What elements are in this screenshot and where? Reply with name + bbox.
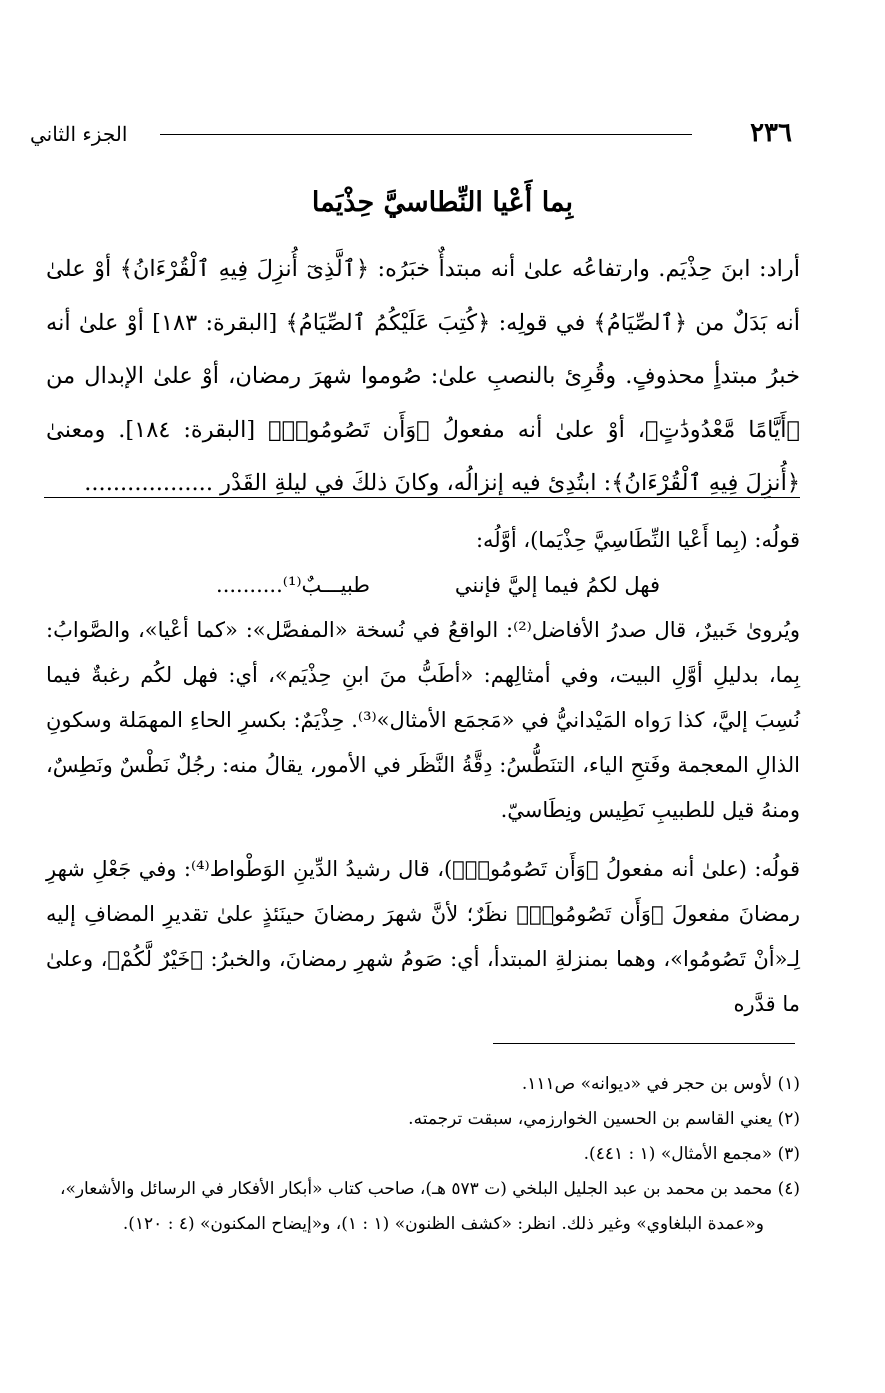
part-title: الجزء الثاني xyxy=(30,122,128,146)
page-header xyxy=(30,118,792,158)
footnote-rule xyxy=(493,1043,795,1044)
commentary-paragraph-2: ويُروىٰ خَبيرٌ، قال صدرُ الأفاضل⁽²⁾: الواقعُ في نُسخة «المفصَّل»: «كما أعْيا»، والصَّوابُ: بِما، بدليلِ أوَّلِ البيت، وفي أمثالِهم: «أطَبُّ منَ ابنِ حِذْيَم»، أي: فهل لكُم رغبةٌ فيما نُسِبَ إليَّ، كذا رَواه المَيْدانيُّ في «مَجمَع الأمثال»⁽³⁾. حِذْيَمٌ: بكسرِ الحاءِ المهمَلة وسكونِ الذالِ المعجمة وفَتحِ الياء، التنَطُّسُ: دِقَّةُ النَّظَر في الأمور، يقالُ منه: رجُلٌ نَطْسٌ ونَطِسٌ، ومنهُ قيل للطبيبِ نَطِيس ونِطَاسيّ. xyxy=(46,618,800,822)
footnote-4: (٤) محمد بن محمد بن عبد الجليل البلخي (ت ٥٧٣ هـ)، صاحب كتاب «أبكار الأفكار في الرسائل والأشعار»، xyxy=(59,1179,800,1199)
footnote-1: (١) لأوس بن حجر في «ديوانه» ص١١١. xyxy=(521,1074,800,1094)
main-text: أراد: ابنَ حِذْيَم. وارتفاعُه علىٰ أنه مبتدأٌ خبَرُه: ﴿ٱلَّذِىٓ أُنزِلَ فِيهِ ٱلْقُرْءَانُ﴾ أوْ علىٰ أنه بَدَلٌ من ﴿ٱلصِّيَامُ﴾ في قولِه: ﴿كُتِبَ عَلَيْكُمُ ٱلصِّيَامُ﴾ [البقرة: ١٨٣] أوْ علىٰ أنه خبرُ مبتدأٍ محذوفٍ. وقُرِئ بالنصبِ علىٰ: صُوموا شهرَ رمضان، أوْ علىٰ الإبدال من ﴿أَيَّامًا مَّعْدُودَٰتٍ﴾، أوْ علىٰ أنه مفعولُ ﴿وَأَن تَصُومُوا۟﴾ [البقرة: ١٨٤]. ومعنىٰ ﴿أُنزِلَ فِيهِ ٱلْقُرْءَانُ﴾: ابتُدِئ فيه إنزالُه، وكانَ ذلكَ في ليلةِ القَدْر .................. xyxy=(46,256,800,496)
footnote-3: (٣) «مجمع الأمثال» (١ : ٤٤١). xyxy=(583,1144,800,1164)
commentary-line-1: قولُه: (بِما أَعْيا النِّطَاسِيَّ حِذْيَما)، أوَّلُه: xyxy=(475,528,800,552)
commentary xyxy=(46,518,800,1027)
footnote-2: (٢) يعني القاسم بن الحسين الخوارزمي، سبقت ترجمته. xyxy=(408,1109,800,1129)
poem-first-hemistich: فهل لكمُ فيما إليَّ فإنني xyxy=(454,573,660,597)
section-heading: بِما أَعْيا النِّطاسيَّ حِذْيَما xyxy=(311,187,574,218)
main-divider xyxy=(44,497,800,498)
page-number: ٢٣٦ xyxy=(750,118,792,148)
poem-second-hemistich: طبيـــبٌ⁽¹⁾.......... xyxy=(216,573,370,597)
footnotes xyxy=(36,1067,800,1242)
footnote-4-continued: و«عمدة البلغاوي» وغير ذلك. انظر: «كشف الظنون» (١ : ١)، و«إيضاح المكنون» (٤ : ١٢٠). xyxy=(122,1214,764,1234)
commentary-paragraph-3: قولُه: (علىٰ أنه مفعولُ ﴿وَأَن تَصُومُوا۟﴾)، قال رشيدُ الدِّينِ الوَطْواط⁽⁴⁾: وفي جَعْلِ شهرِ رمضانَ مفعولَ ﴿وَأَن تَصُومُوا۟﴾ نظَرٌ؛ لأنَّ شهرَ رمضانَ حينَئذٍ علىٰ تقديرِ المضافِ إليه لِـ«أنْ تَصُومُوا»، وهما بمنزلةِ المبتدأ، أي: صَومُ شهرِ رمضانَ، والخبرُ: ﴿خَيْرٌ لَّكُمْ﴾، وعلىٰ ما قدَّره xyxy=(46,857,800,1016)
header-rule xyxy=(160,134,692,135)
poem-verse xyxy=(46,563,800,608)
